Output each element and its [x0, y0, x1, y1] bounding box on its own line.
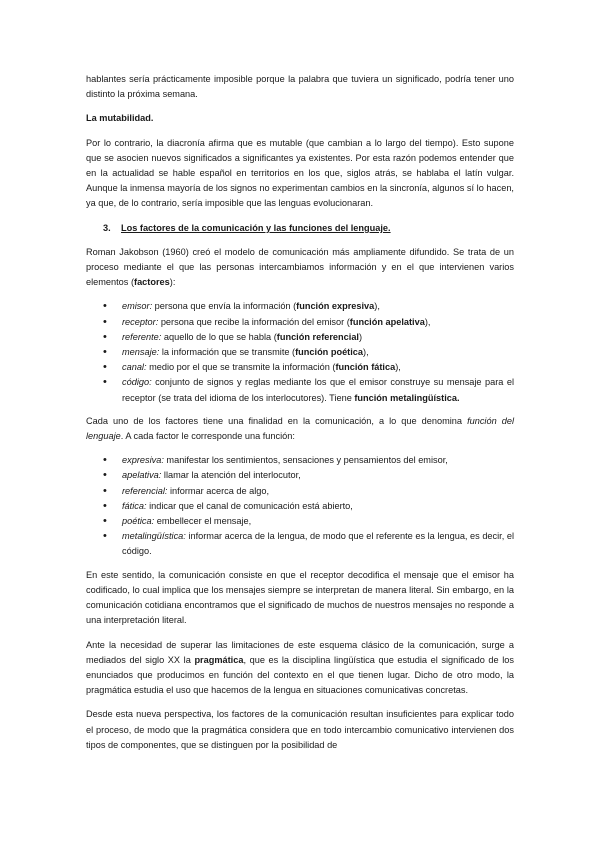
list-item-function: • poética: embellecer el mensaje, [86, 514, 514, 529]
list-item-factor: • referente: aquello de lo que se habla (función referencial) [86, 330, 514, 345]
list-item-function: • metalingüística: informar acerca de la lengua, de modo que el referente es la lengua, es decir, el código. [86, 529, 514, 559]
section-heading-3 [103, 221, 514, 236]
paragraph-decodifica: En este sentido, la comunicación consiste en que el receptor decodifica el mensaje que el emisor ha codificado, lo cual implica que los mensajes siempre se interpretan de manera literal. Sin embargo, en la comunicación cotidiana encontramos que el significado de muchos de nuestros mensajes no responde a una interpretación literal. [86, 569, 514, 626]
heading-mutabilidad: La mutabilidad. [86, 113, 154, 124]
paragraph-jakobson: Roman Jakobson (1960) creó el modelo de comunicación más ampliamente difundido. Se trata de un proceso mediante el que las personas intercambiamos información y en el que intervienen varios elementos (factores): [86, 246, 514, 288]
functions-list [86, 453, 514, 559]
list-item-factor: • canal: medio por el que se transmite la información (función fática), [86, 360, 514, 375]
paragraph-continuation: hablantes sería prácticamente imposible porque la palabra que tuviera un significado, podría tener uno distinto la próxima semana. [86, 74, 514, 100]
paragraph-pragmatica: Ante la necesidad de superar las limitaciones de este esquema clásico de la comunicación, surge a mediados del siglo XX la pragmática, que es la disciplina lingüística que estudia el significado de los enunciados que producimos en función del contexto en el que tienen lugar. Dicho de otro modo, la pragmática estudia el uso que hacemos de la lengua en situaciones comunicativas concretas. [86, 639, 514, 696]
list-item-function: • apelativa: llamar la atención del interlocutor, [86, 468, 514, 483]
factors-list [86, 299, 514, 405]
paragraph-funcion-lenguaje: Cada uno de los factores tiene una finalidad en la comunicación, a lo que denomina función del lenguaje. A cada factor le corresponde una función: [86, 415, 514, 442]
section-number: 3. [103, 222, 111, 233]
list-item-factor: • emisor: persona que envía la información (función expresiva), [86, 299, 514, 314]
list-item-function: • referencial: informar acerca de algo, [86, 484, 514, 499]
list-item-factor: • mensaje: la información que se transmite (función poética), [86, 345, 514, 360]
document-page [86, 72, 514, 762]
paragraph-perspectiva: Desde esta nueva perspectiva, los factores de la comunicación resultan insuficientes para explicar todo el proceso, de modo que la pragmática considera que en todo intercambio comunicativo intervienen dos tipos de componentes, que se distinguen por la posibilidad de [86, 709, 514, 750]
section-title: Los factores de la comunicación y las funciones del lenguaje. [121, 222, 391, 233]
paragraph-diacronia: Por lo contrario, la diacronía afirma que es mutable (que cambian a lo largo del tiempo). Esto supone que se asocien nuevos significados a significantes ya existentes. Por esta razón podemos entender que en la actualidad se hable español en territorios en los que, siglos atrás, se hablaba el latín vulgar. Aunque la inmensa mayoría de los signos no experimentan cambios en la sincronía, algunos sí lo hacen, ya que, de lo contrario, sería imposible que las lenguas evolucionaran. [86, 137, 514, 209]
list-item-factor: • código: conjunto de signos y reglas mediante los que el emisor construye su mensaje para el receptor (se trata del idioma de los interlocutores). Tiene función metalingüística. [86, 375, 514, 405]
list-item-function: • expresiva: manifestar los sentimientos, sensaciones y pensamientos del emisor, [86, 453, 514, 468]
list-item-function: • fática: indicar que el canal de comunicación está abierto, [86, 499, 514, 514]
list-item-factor: • receptor: persona que recibe la información del emisor (función apelativa), [86, 315, 514, 330]
